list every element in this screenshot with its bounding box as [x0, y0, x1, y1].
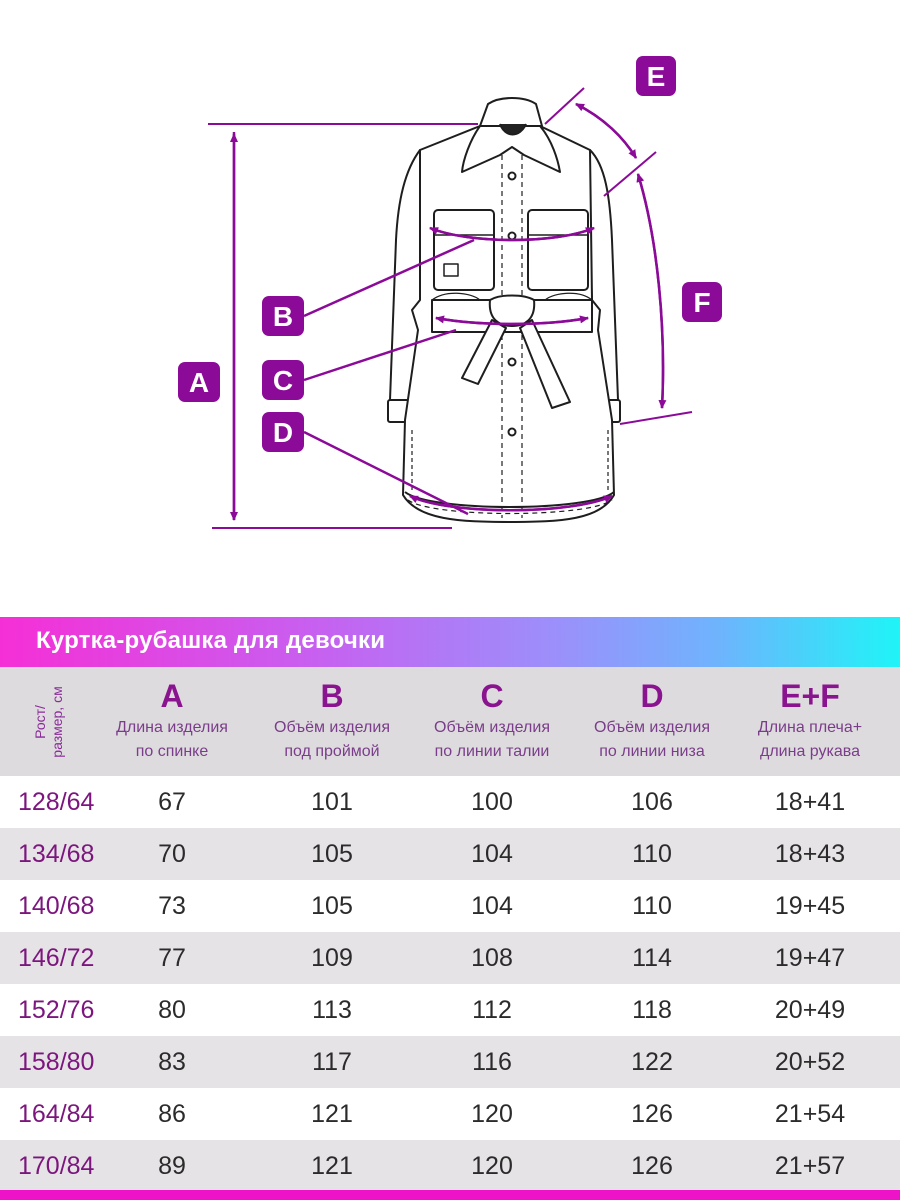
badge-e	[636, 56, 676, 96]
column-letter: E+F	[780, 678, 840, 714]
badge-a	[178, 362, 220, 402]
value-a: 89	[158, 1152, 186, 1180]
size-cell: 128/64	[18, 788, 95, 816]
value-d: 110	[632, 840, 672, 868]
value-d: 126	[631, 1152, 673, 1180]
value-d: 126	[631, 1100, 673, 1128]
value-d: 106	[631, 788, 673, 816]
column-desc-line1: Длина плеча+	[757, 719, 863, 736]
column-header-ef	[730, 676, 890, 764]
size-cell: 164/84	[18, 1100, 95, 1128]
size-cell: 134/68	[18, 840, 95, 868]
badge-b	[262, 296, 304, 336]
size-cell: 152/76	[18, 996, 95, 1024]
value-a: 77	[158, 944, 186, 972]
column-desc-line2: по линии низа	[599, 743, 705, 760]
size-cell: 146/72	[18, 944, 95, 972]
column-header-a	[92, 676, 252, 764]
value-ef: 20+49	[774, 996, 846, 1024]
column-letter: D	[640, 678, 664, 714]
value-c: 100	[471, 788, 513, 816]
column-desc-line2: под проймой	[284, 743, 380, 760]
table-title: Куртка-рубашка для девочки	[36, 627, 386, 654]
table-title-bar	[0, 617, 900, 667]
column-header-b	[252, 676, 412, 764]
value-d: 114	[632, 944, 672, 972]
value-a: 67	[158, 788, 186, 816]
size-cell: 140/68	[18, 892, 95, 920]
badge-c	[262, 360, 304, 400]
value-a: 80	[158, 996, 186, 1024]
size-column-header	[22, 672, 76, 772]
column-header-c	[412, 676, 572, 764]
table-row	[0, 1036, 900, 1088]
value-ef: 20+52	[774, 1048, 846, 1076]
value-ef: 19+47	[774, 944, 846, 972]
value-ef: 18+41	[774, 788, 846, 816]
column-desc-line1: Длина изделия	[116, 719, 228, 736]
table-row	[0, 1140, 900, 1192]
table-row	[0, 1088, 900, 1140]
value-ef: 21+57	[774, 1152, 846, 1180]
table-row	[0, 880, 900, 932]
value-a: 70	[158, 840, 186, 868]
value-b: 121	[311, 1100, 353, 1128]
value-d: 122	[631, 1048, 673, 1076]
jacket-drawing	[388, 98, 620, 522]
value-a: 86	[158, 1100, 186, 1128]
value-c: 116	[472, 1048, 512, 1076]
value-c: 104	[471, 840, 513, 868]
column-desc-line1: Объём изделия	[274, 719, 390, 736]
size-cell: 158/80	[18, 1048, 95, 1076]
column-letter: B	[320, 678, 344, 714]
svg-text:B: B	[272, 301, 294, 332]
value-d: 118	[632, 996, 672, 1024]
value-a: 73	[158, 892, 186, 920]
value-c: 120	[471, 1152, 513, 1180]
svg-text:E: E	[646, 61, 666, 92]
column-desc-line2: длина рукава	[760, 743, 860, 760]
column-desc-line2: по линии талии	[434, 743, 550, 760]
value-b: 105	[311, 892, 353, 920]
column-desc-line2: по спинке	[135, 743, 209, 760]
value-b: 117	[312, 1048, 352, 1076]
value-ef: 21+54	[774, 1100, 846, 1128]
value-ef: 18+43	[774, 840, 846, 868]
value-c: 108	[471, 944, 513, 972]
badge-f	[682, 282, 722, 322]
size-cell: 170/84	[18, 1152, 95, 1180]
value-a: 83	[158, 1048, 186, 1076]
value-c: 112	[472, 996, 512, 1024]
value-c: 120	[471, 1100, 513, 1128]
svg-text:F: F	[693, 287, 711, 318]
value-d: 110	[632, 892, 672, 920]
value-b: 113	[312, 996, 352, 1024]
value-b: 105	[311, 840, 353, 868]
column-letter: A	[160, 678, 184, 714]
svg-text:A: A	[188, 367, 210, 398]
size-header-label: Рост/ размер, см	[32, 686, 65, 758]
bottom-accent-bar	[0, 1190, 900, 1200]
svg-text:C: C	[272, 365, 294, 396]
value-b: 101	[311, 788, 353, 816]
table-row	[0, 828, 900, 880]
column-desc-line1: Объём изделия	[594, 719, 710, 736]
value-b: 121	[311, 1152, 353, 1180]
badge-d	[262, 412, 304, 452]
table-row	[0, 984, 900, 1036]
column-letter: C	[480, 678, 504, 714]
value-ef: 19+45	[774, 892, 846, 920]
value-b: 109	[311, 944, 353, 972]
svg-text:D: D	[272, 417, 294, 448]
column-desc-line1: Объём изделия	[434, 719, 550, 736]
table-row	[0, 776, 900, 828]
value-c: 104	[471, 892, 513, 920]
table-row	[0, 932, 900, 984]
column-header-d	[572, 676, 732, 764]
